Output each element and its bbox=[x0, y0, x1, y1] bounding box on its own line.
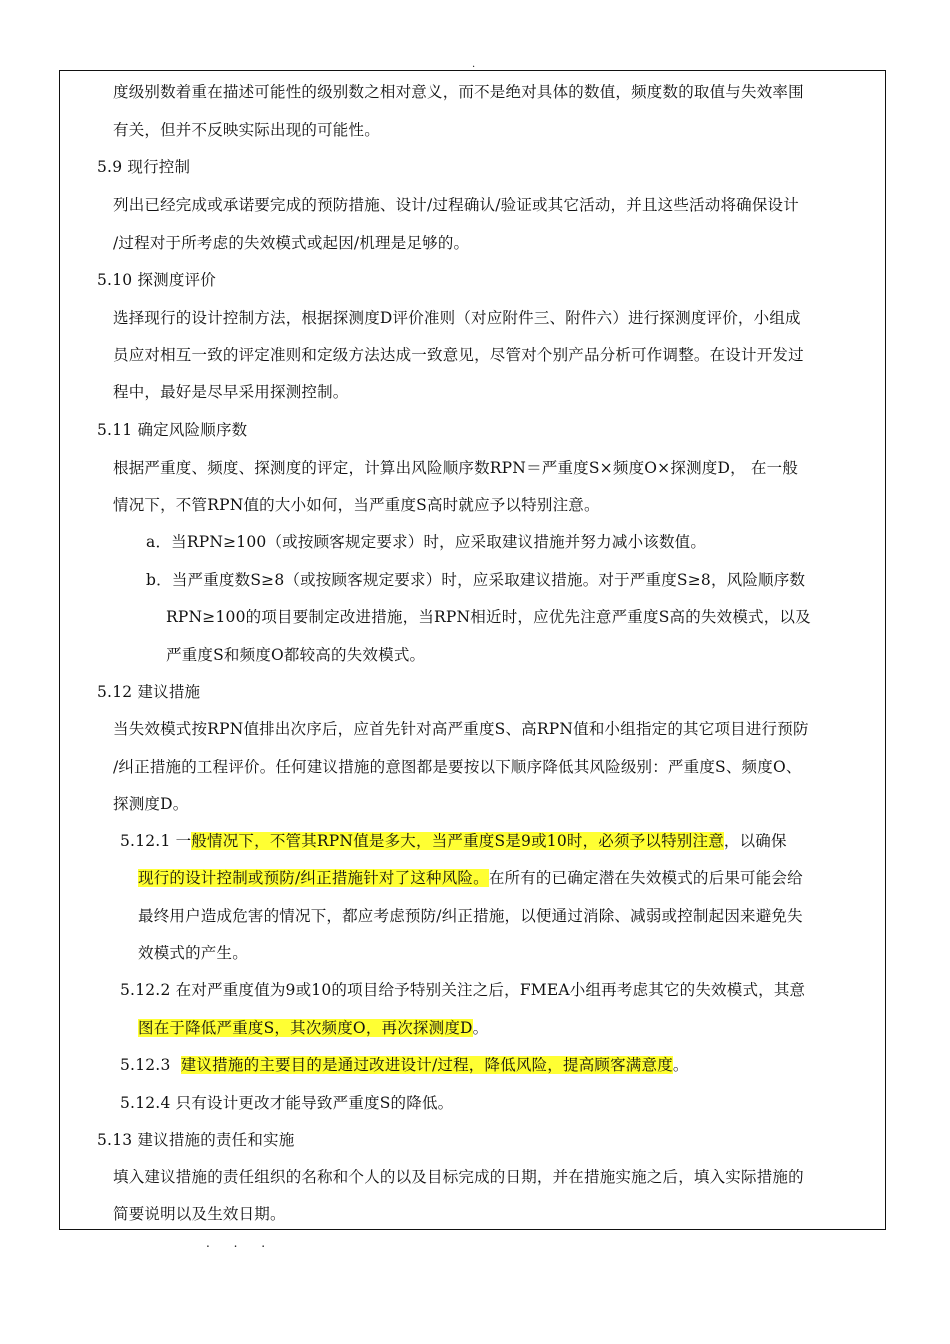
list-item-b-cont: 严重度S和频度O都较高的失效模式。 bbox=[166, 646, 426, 664]
paragraph-line: 员应对相互一致的评定准则和定级方法达成一致意见，尽管对个别产品分析可作调整。在设计开发过 bbox=[113, 346, 804, 364]
subsection-5-12-1 bbox=[120, 829, 787, 853]
section-heading-5-10: 5.10 探测度评价 bbox=[97, 271, 216, 289]
footer-mark: . . . bbox=[206, 1236, 276, 1250]
highlighted-text: 建议措施的主要目的是通过改进设计/过程，降低风险，提高顾客满意度 bbox=[180, 1056, 673, 1074]
subsection-5-12-2-cont bbox=[138, 1016, 488, 1040]
paragraph-line: 填入建议措施的责任组织的名称和个人的以及目标完成的日期，并在措施实施之后，填入实际措施的 bbox=[113, 1168, 804, 1186]
paragraph-line: 度级别数着重在描述可能性的级别数之相对意义，而不是绝对具体的数值，频度数的取值与失效率围 bbox=[113, 83, 804, 101]
paragraph-line: 程中，最好是尽早采用探测控制。 bbox=[113, 383, 349, 401]
paragraph-line: /过程对于所考虑的失效模式或起因/机理是足够的。 bbox=[113, 234, 470, 252]
highlighted-text: 般情况下，不管其RPN值是多大，当严重度S是9或10时，必须予以特别注意 bbox=[191, 832, 724, 850]
subsection-5-12-2: 5.12.2 在对严重度值为9或10的项目给予特别关注之后，FMEA小组再考虑其它的失效模式，其意 bbox=[120, 981, 806, 999]
subsection-text: 。 bbox=[672, 1056, 689, 1074]
section-heading-5-11: 5.11 确定风险顺序数 bbox=[97, 421, 248, 439]
paragraph-line: 探测度D。 bbox=[113, 795, 189, 813]
paragraph-line: 选择现行的设计控制方法，根据探测度D评价准则（对应附件三、附件六）进行探测度评价，小组成 bbox=[113, 309, 801, 327]
paragraph-line: 情况下，不管RPN值的大小如何，当严重度S高时就应予以特别注意。 bbox=[113, 496, 600, 514]
paragraph-line: 当失效模式按RPN值排出次序后，应首先针对高严重度S、高RPN值和小组指定的其它项目进行预防 bbox=[113, 720, 809, 738]
subsection-5-12-3 bbox=[120, 1053, 689, 1077]
section-heading-5-12: 5.12 建议措施 bbox=[97, 683, 201, 701]
list-item-b-cont: RPN≥100的项目要制定改进措施，当RPN相近时，应优先注意严重度S高的失效模式，以及 bbox=[166, 608, 811, 626]
subsection-5-12-1-cont: 最终用户造成危害的情况下，都应考虑预防/纠正措施，以便通过消除、减弱或控制起因来避免失 bbox=[138, 907, 803, 925]
paragraph-line: 根据严重度、频度、探测度的评定，计算出风险顺序数RPN＝严重度S×频度O×探测度D， 在一般 bbox=[113, 459, 799, 477]
subsection-text: 5.12.3 bbox=[120, 1056, 181, 1074]
paragraph-line: 列出已经完成或承诺要完成的预防措施、设计/过程确认/验证或其它活动，并且这些活动将确保设计 bbox=[113, 196, 799, 214]
subsection-text: 。 bbox=[472, 1019, 489, 1037]
subsection-5-12-1-cont: 效模式的产生。 bbox=[138, 944, 248, 962]
subsection-text: 5.12.1 一 bbox=[120, 832, 192, 850]
subsection-5-12-4: 5.12.4 只有设计更改才能导致严重度S的降低。 bbox=[120, 1094, 454, 1112]
subsection-text: 在所有的已确定潜在失效模式的后果可能会给 bbox=[488, 869, 803, 887]
list-item-b: b．当严重度数S≥8（或按顾客规定要求）时，应采取建议措施。对于严重度S≥8，风险顺序数 bbox=[146, 571, 806, 589]
subsection-text: ，以确保 bbox=[723, 832, 787, 850]
header-mark: . bbox=[472, 59, 476, 70]
section-heading-5-13: 5.13 建议措施的责任和实施 bbox=[97, 1131, 295, 1149]
highlighted-text: 图在于降低严重度S，其次频度O，再次探测度D bbox=[138, 1019, 473, 1037]
paragraph-line: 简要说明以及生效日期。 bbox=[113, 1205, 286, 1223]
paragraph-line: /纠正措施的工程评价。任何建议措施的意图都是要按以下顺序降低其风险级别：严重度S、频度O、 bbox=[113, 758, 802, 776]
paragraph-line: 有关，但并不反映实际出现的可能性。 bbox=[113, 121, 380, 139]
section-heading-5-9: 5.9 现行控制 bbox=[97, 158, 191, 176]
subsection-5-12-1-cont bbox=[138, 866, 803, 890]
list-item-a: a．当RPN≥100（或按顾客规定要求）时，应采取建议措施并努力减小该数值。 bbox=[146, 533, 707, 551]
highlighted-text: 现行的设计控制或预防/纠正措施针对了这种风险。 bbox=[138, 869, 489, 887]
